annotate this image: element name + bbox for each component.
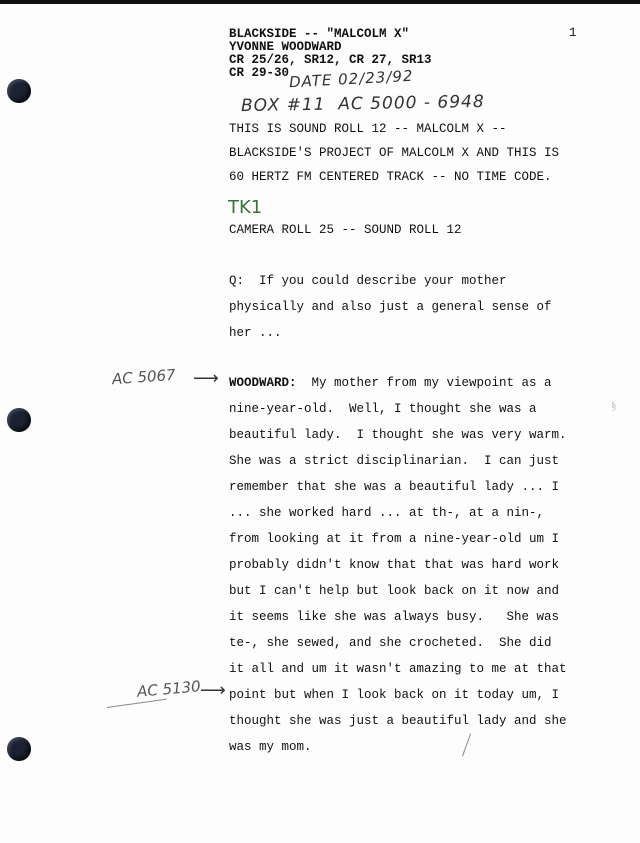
answer-line: ... she worked hard ... at th-, at a nin-,: [229, 506, 545, 520]
question-line: Q: If you could describe your mother: [229, 274, 507, 288]
header-title: BLACKSIDE -- "MALCOLM X": [229, 27, 410, 41]
intro-line: 60 HERTZ FM CENTERED TRACK -- NO TIME CODE.: [229, 170, 552, 184]
answer-line: She was a strict disciplinarian. I can just: [229, 454, 560, 468]
margin-note-ac-5067: AC 5067: [111, 365, 177, 389]
answer-line: remember that she was a beautiful lady ... I: [229, 480, 560, 494]
header-interviewee: YVONNE WOODWARD: [229, 40, 342, 54]
speaker-name: WOODWARD:: [229, 376, 297, 390]
margin-note-ac-5130: AC 5130: [136, 677, 202, 701]
question-line: physically and also just a general sense of: [229, 300, 552, 314]
handwritten-box-number: BOX #11 AC 5000 - 6948: [240, 91, 485, 117]
arrow-icon: ⟶: [200, 680, 226, 700]
scan-top-edge: [0, 0, 640, 4]
binder-hole-top: [7, 79, 31, 103]
answer-line: beautiful lady. I thought she was very warm.: [229, 428, 567, 442]
answer-line: te-, she sewed, and she crocheted. She did: [229, 636, 552, 650]
answer-line: point but when I look back on it today um, I: [229, 688, 560, 702]
handwritten-date: DATE 02/23/92: [288, 66, 414, 92]
answer-line: nine-year-old. Well, I thought she was a: [229, 402, 537, 416]
answer-line: from looking at it from a nine-year-old um I: [229, 532, 560, 546]
question-line: her ...: [229, 326, 282, 340]
pencil-stroke: [107, 699, 167, 708]
header-rolls: CR 25/26, SR12, CR 27, SR13: [229, 53, 432, 67]
page-number: 1: [569, 26, 577, 40]
answer-line: but I can't help but look back on it now and: [229, 584, 560, 598]
pencil-stroke: [462, 733, 471, 756]
answer-line: it all and um it wasn't amazing to me at that: [229, 662, 567, 676]
header-rolls-cont: CR 29-30: [229, 66, 290, 80]
answer-line: thought she was just a beautiful lady and she: [229, 714, 567, 728]
answer-line: it seems like she was always busy. She was: [229, 610, 560, 624]
handwritten-take-marker: TK1: [228, 197, 263, 218]
answer-text: My mother from my viewpoint as a: [296, 376, 552, 390]
camera-roll-line: CAMERA ROLL 25 -- SOUND ROLL 12: [229, 223, 462, 237]
binder-hole-bottom: [7, 737, 31, 761]
answer-first-line: [229, 376, 552, 390]
intro-line: BLACKSIDE'S PROJECT OF MALCOLM X AND THIS IS: [229, 146, 560, 160]
paper-mark: §: [611, 400, 617, 412]
arrow-icon: ⟶: [193, 368, 219, 388]
binder-hole-middle: [7, 408, 31, 432]
intro-line: THIS IS SOUND ROLL 12 -- MALCOLM X --: [229, 122, 507, 136]
answer-line: probably didn't know that that was hard work: [229, 558, 560, 572]
answer-line: was my mom.: [229, 740, 312, 754]
